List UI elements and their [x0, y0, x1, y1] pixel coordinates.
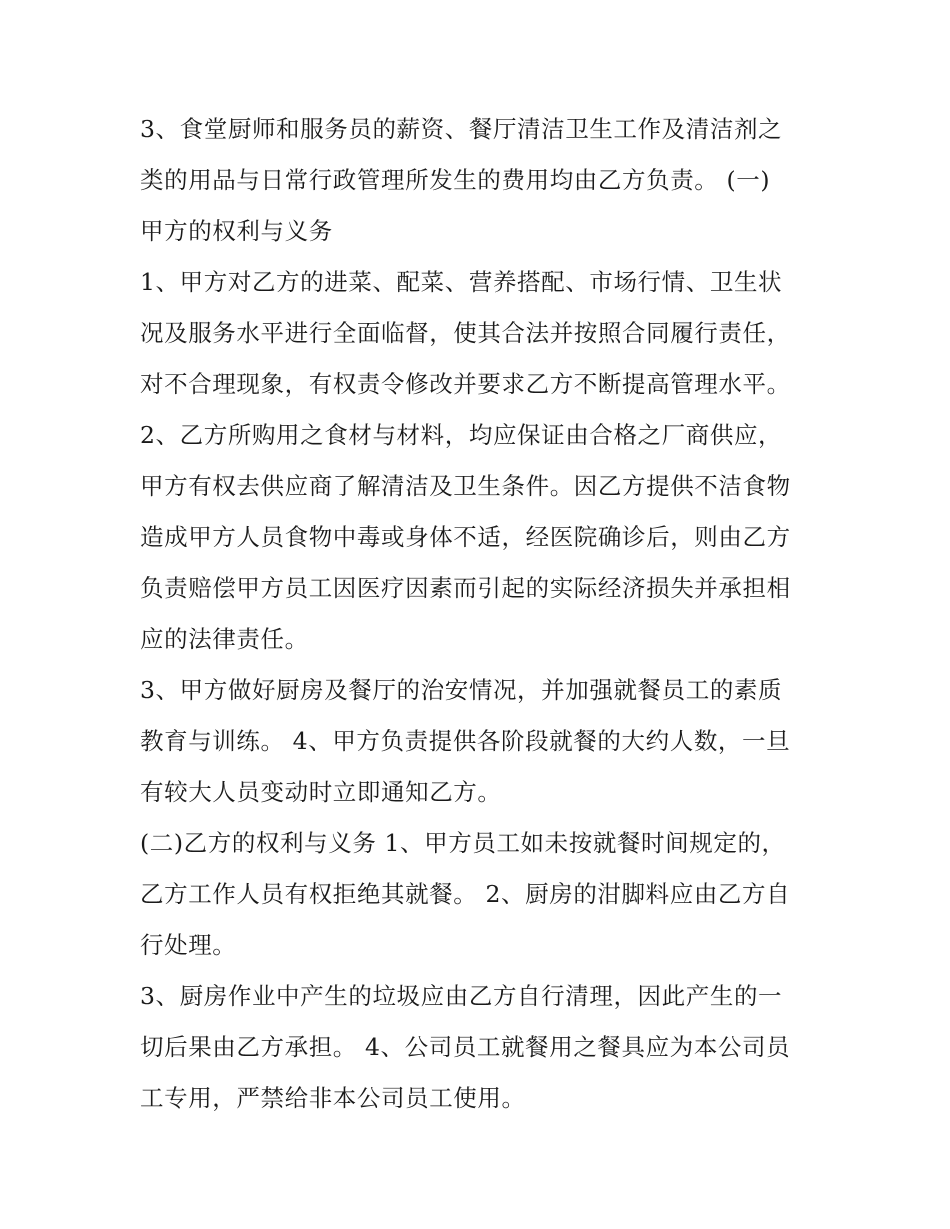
- text-line: 3、食堂厨师和服务员的薪资、餐厅清洁卫生工作及清洁剂之: [140, 115, 783, 143]
- text-line: 切后果由乙方承担。 4、公司员工就餐用之餐具应为本公司员: [140, 1033, 791, 1061]
- text-line: 甲方有权去供应商了解清洁及卫生条件。因乙方提供不洁食物: [140, 472, 791, 500]
- text-line: 行处理。: [140, 931, 237, 959]
- text-line: 况及服务水平进行全面临督，使其合法并按照合同履行责任，: [140, 319, 791, 347]
- text-line: 教育与训练。 4、甲方负责提供各阶段就餐的大约人数，一旦: [140, 727, 791, 755]
- text-line: 负责赔偿甲方员工因医疗因素而引起的实际经济损失并承担相: [140, 574, 791, 602]
- text-line: 2、乙方所购用之食材与材料，均应保证由合格之厂商供应，: [140, 421, 783, 449]
- text-line: 造成甲方人员食物中毒或身体不适，经医院确诊后，则由乙方: [140, 523, 791, 551]
- text-line: (二)乙方的权利与义务 1、甲方员工如未按就餐时间规定的，: [140, 829, 786, 857]
- text-line: 乙方工作人员有权拒绝其就餐。 2、厨房的泔脚料应由乙方自: [140, 880, 791, 908]
- text-line: 对不合理现象，有权责令修改并要求乙方不断提高管理水平。: [140, 370, 791, 398]
- text-line: 应的法律责任。: [140, 625, 309, 653]
- text-line: 类的用品与日常行政管理所发生的费用均由乙方负责。 (一): [140, 166, 771, 194]
- text-line: 有较大人员变动时立即通知乙方。: [140, 778, 502, 806]
- text-line: 3、厨房作业中产生的垃圾应由乙方自行清理，因此产生的一: [140, 982, 783, 1010]
- contract-body-text: [140, 104, 830, 1124]
- text-line: 3、甲方做好厨房及餐厅的治安情况，并加强就餐员工的素质: [140, 676, 783, 704]
- text-line: 1、甲方对乙方的进菜、配菜、营养搭配、市场行情、卫生状: [140, 268, 783, 296]
- section-heading: 甲方的权利与义务: [140, 217, 333, 245]
- text-line: 工专用，严禁给非本公司员工使用。: [140, 1084, 526, 1112]
